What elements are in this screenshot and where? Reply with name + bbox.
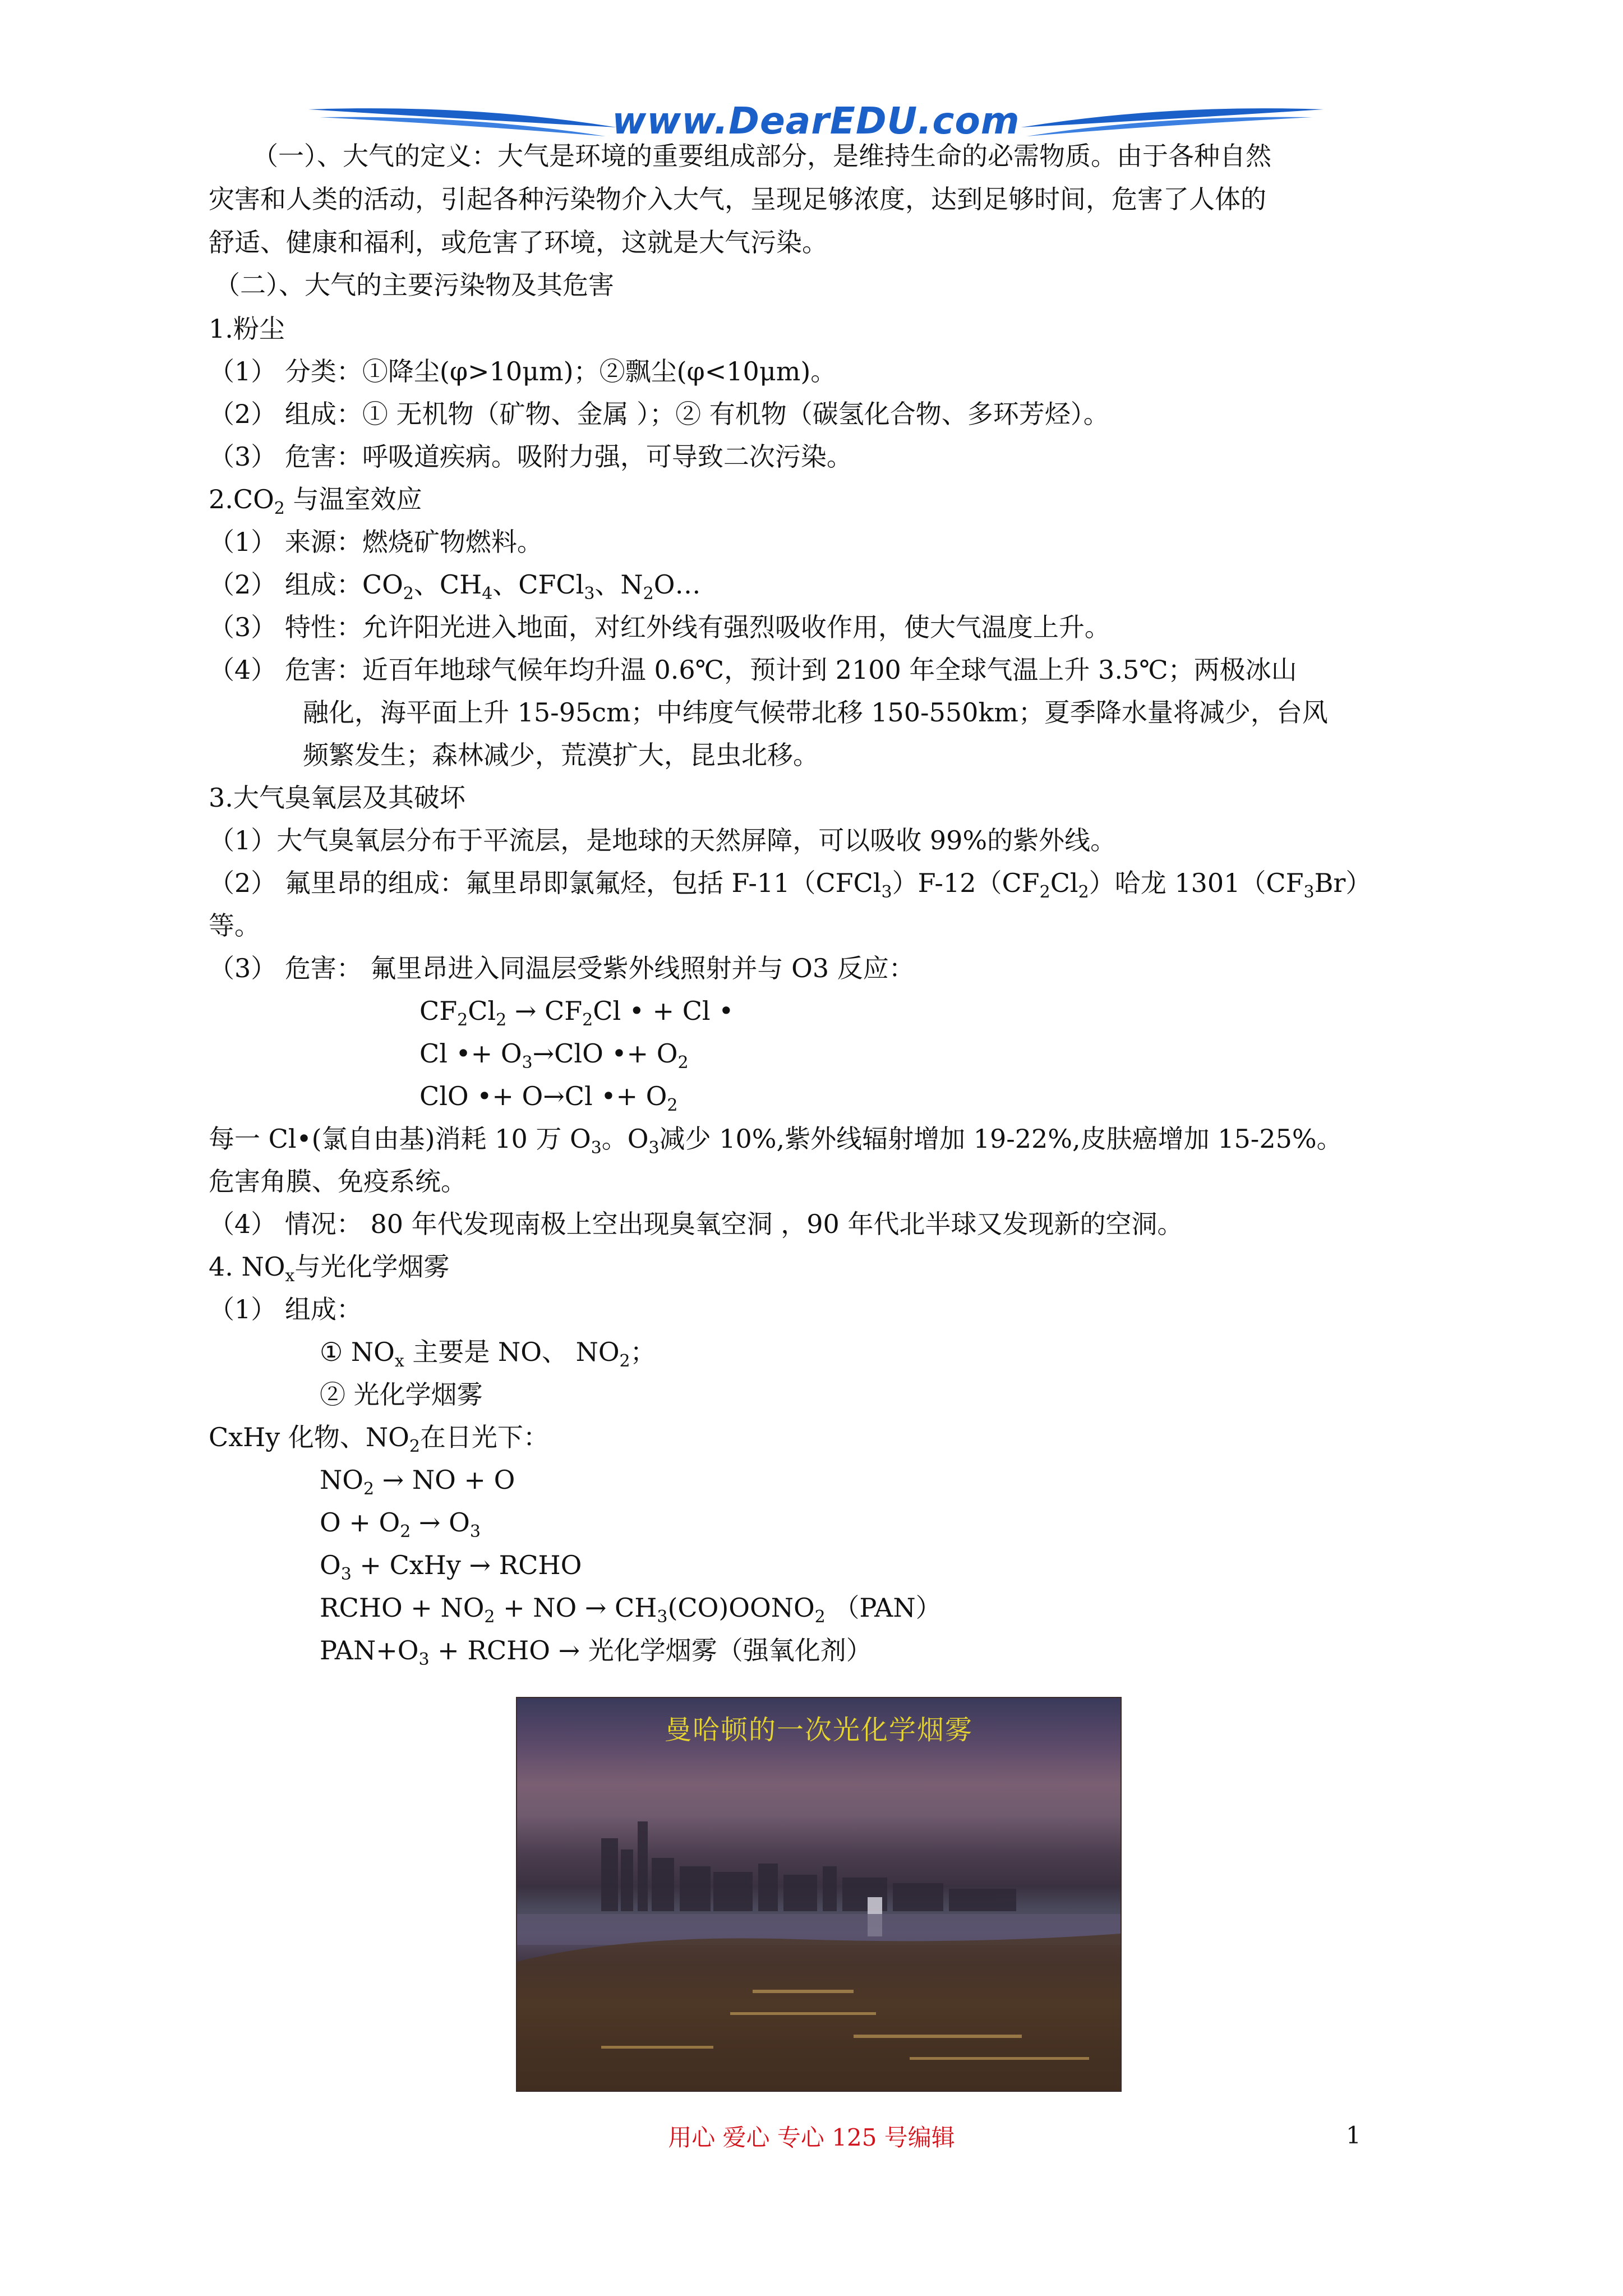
co2-item-2: （2） 组成：$CO_2$、$CH_4$、CFCl$_3$、$N_2O\dots$: [209, 569, 701, 604]
ozone-item-1: （1）大气臭氧层分布于平流层，是地球的天然屏障，可以吸收 99%的紫外线。: [209, 825, 1117, 855]
co2-item-4: （4） 危害：近百年地球气候年均升温 0.6℃，预计到 2100 年全球气温上升 3.5℃；两极冰山: [209, 655, 1297, 685]
reaction-1: $NO_2$ → NO + O: [320, 1465, 515, 1499]
smog-photo: [516, 1697, 1122, 2092]
reaction-5: $PAN+O_3$ + RCHO → 光化学烟雾（强氧化剂）: [320, 1635, 872, 1669]
ozone-item-3: （3） 危害： 氟里昂进入同温层受紫外线照射并与 O3 反应：: [209, 953, 915, 983]
reaction-4: RCHO + $NO_2$ + NO → $CH_3(CO)OONO_2$ （PAN）: [320, 1593, 942, 1627]
nox-note: CxHy 化物、$NO_2$在日光下：: [209, 1422, 549, 1456]
nox-heading: 4. $NO_x$与光化学烟雾: [209, 1251, 450, 1286]
footer-text: 用心 爱心 专心 125 号编辑: [668, 2124, 955, 2151]
nox-subitem-1: ① $NO_x$ 主要是 NO、 $NO_2$；: [320, 1337, 656, 1371]
ozone-note-2: 危害角膜、免疫系统。: [209, 1166, 467, 1197]
co2-item-1: （1） 来源：燃烧矿物燃料。: [209, 527, 543, 557]
co2-heading: $2.CO_2$ 与温室效应: [209, 484, 422, 518]
definition-line-3: 舒适、健康和福利，或危害了环境，这就是大气污染。: [209, 227, 828, 257]
dust-item-1: （1） 分类：①降尘(φ>10μm)；②飘尘(φ<10μm)。: [209, 356, 837, 386]
photo-caption: 曼哈顿的一次光化学烟雾: [664, 1714, 973, 1746]
co2-item-4-cont-1: 融化，海平面上升 15-95cm；中纬度气候带北移 150-550km；夏季降水量将减少，台风: [303, 697, 1328, 728]
equation-1: $CF_2Cl_2 \to CF_2Cl$ • + Cl •: [419, 996, 734, 1030]
equation-2: Cl •+ $O_3\to ClO$ •+ $O_2$: [419, 1038, 689, 1073]
section-2-heading: （二）、大气的主要污染物及其危害: [214, 270, 614, 300]
co2-item-4-cont-2: 频繁发生；森林减少，荒漠扩大，昆虫北移。: [303, 740, 819, 770]
city-skyline-icon: [517, 1698, 1121, 2091]
dust-heading: 1.粉尘: [209, 314, 285, 344]
co2-item-3: （3） 特性：允许阳光进入地面，对红外线有强烈吸收作用，使大气温度上升。: [209, 612, 1110, 642]
dust-item-2: （2） 组成：① 无机物（矿物、金属 ）；② 有机物（碳氢化合物、多环芳烃）。: [209, 399, 1109, 429]
nox-item-1: （1） 组成：: [209, 1294, 362, 1324]
ozone-item-2-cont: 等。: [209, 910, 260, 941]
dust-item-3: （3） 危害：呼吸道疾病。吸附力强，可导致二次污染。: [209, 441, 852, 472]
reaction-2: $O + O_2 \to O_3$: [320, 1507, 481, 1542]
reaction-3: $O_3$ + CxHy → RCHO: [320, 1550, 582, 1584]
definition-line-2: 灾害和人类的活动，引起各种污染物介入大气，呈现足够浓度，达到足够时间，危害了人体的: [209, 184, 1266, 214]
ozone-item-2: （2） 氟里昂的组成：氟里昂即氯氟烃，包括 $F-11(CFCl_3)F-12(CF_2Cl_2)$哈龙 $1301(CF_3Br)$: [209, 868, 1372, 902]
ozone-item-4: （4） 情况： 80 年代发现南极上空出现臭氧空洞 ，90 年代北半球又发现新的空洞。: [209, 1209, 1183, 1239]
ozone-note-1: 每一 Cl•(氯自由基)消耗 10 万 $O_3$。$O_3$减少 10%,紫外线辐射增加 19-22%,皮肤癌增加 15-25%。: [209, 1124, 1343, 1158]
page-number: 1: [1346, 2122, 1361, 2149]
site-url[interactable]: www.DearEDU.com: [612, 99, 1020, 142]
definition-line-1: （一）、大气的定义：大气是环境的重要组成部分，是维持生命的必需物质。由于各种自然: [252, 141, 1271, 171]
ozone-heading: 3.大气臭氧层及其破坏: [209, 783, 465, 813]
nox-subitem-2: ② 光化学烟雾: [320, 1379, 483, 1410]
equation-3: ClO •+ O→Cl •+ $O_2$: [419, 1081, 678, 1115]
